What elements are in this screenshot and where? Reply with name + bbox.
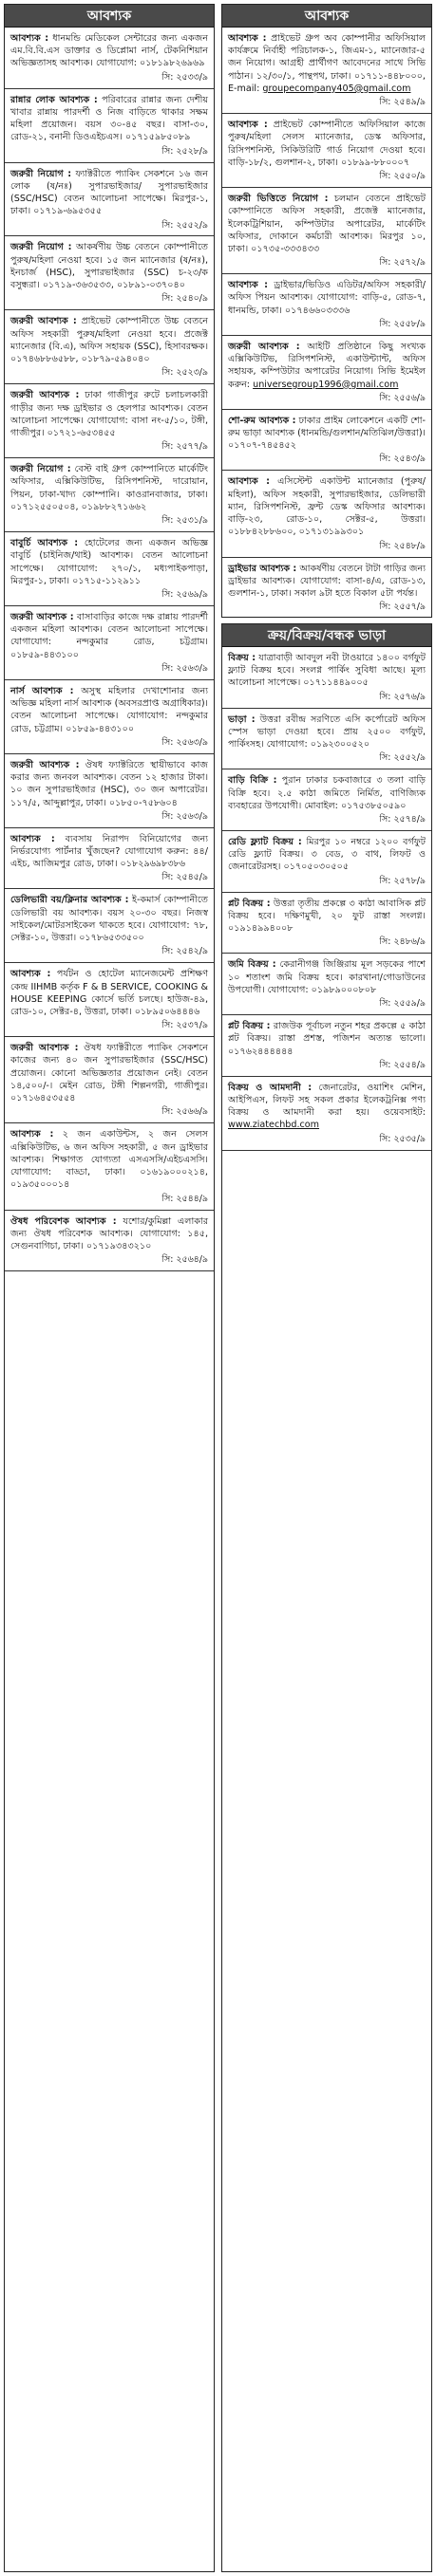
ad-code: সি: ২৫৫২/৯ <box>161 219 208 231</box>
ad-lead: জরুরী নিয়োগ : <box>10 242 72 253</box>
ad-lead: ঔষধ পরিবেশক আবশ্যক : <box>10 1215 117 1227</box>
ad-lead: জরুরী নিয়োগ : <box>10 464 71 475</box>
ad-text: হোটেলের জন্য একজন অভিজ্ঞ বাবুর্চি (চাইনিজ/থাই) আবশ্যক। বেতন আলোচনা সাপেক্ষে। যোগাযোগ: ২৭০/১, মধ্যপাইকপাড়া, মিরপুর-১, ঢাকা। ০১৭১৫-১১২৯১১ <box>10 538 208 586</box>
ad-lead: জরুরী আবশ্যক : <box>228 341 300 352</box>
ad-code: সি: ২৫৭২/৯ <box>379 257 426 269</box>
ad-text: যশোর/কুমিল্লা এলাকার জন্য ঔষধ পরিবেশক আবশ্যক। যোগাযোগ: ১৪৫, সেগুনবাগিচা, ঢাকা। ০১৭১৯৩৪৩২১০ <box>10 1215 208 1251</box>
ad-text: উত্তরা তৃতীয় প্রকল্পে ৩ কাঠা আবাসিক প্লট বিক্রয় হবে। দক্ষিণমুখী, ২০ ফুট রাস্তা সংলগ্ন। ০১৯১৪৯৯৪০০৮ <box>228 898 426 935</box>
ad-list <box>5 28 214 1271</box>
classified-ad <box>5 1123 214 1210</box>
classified-ad <box>5 236 214 310</box>
ad-lead: প্লট বিক্রয় : <box>228 1021 271 1032</box>
ad-lead: জরুরী আবশ্যক : <box>10 759 80 770</box>
ad-code: সি: ২৫৪২/৯ <box>161 946 208 957</box>
classified-ad <box>5 963 214 1037</box>
classified-ad <box>222 336 431 410</box>
ad-lead: নার্স আবশ্যক : <box>10 685 74 696</box>
ad-code: সি: ২৫৪৯/৯ <box>379 97 426 108</box>
ad-code: সি: ২৫৬৩/৯ <box>161 662 208 674</box>
ad-text: প্রাইভেট কোম্পানীতে অফিসিয়াল কাজে পুরুষ/মহিলা সেলস ম্যানেজার, ডেস্ক অফিসার, রিসিপশনিস্ট, সিকিউরিটি গার্ড নিয়োগ দেওয়া হবে। বাড়ি-১৮/২, গুলশান-২, ঢাকা। ০১৮৯৯-৮৮০০০৭ <box>228 120 426 168</box>
ad-lead: জরুরী আবশ্যক : <box>10 1043 79 1054</box>
section-heading: ক্রয়/বিক্রয়/বন্ধক ভাড়া <box>222 624 431 647</box>
ad-code: সি: ২৫৩১/৯ <box>161 515 208 527</box>
classified-ad <box>222 769 431 831</box>
classified-ad <box>5 532 214 606</box>
ad-code: সি: ২৫৩৩/৯ <box>161 71 208 83</box>
ad-text: ঢাকা গাজীপুর রুটে চলাচলকারী গাড়ীর জন্য দক্ষ ড্রাইভার ও হেলপার আবশ্যক। বেতন আলোচনা সাপেক্ষে। যোগাযোগ: বাসা নং-৫/১০, টঙ্গী, গাজীপুর। ০১৭২১-৬৫৩৪৫৫ <box>10 390 208 438</box>
ad-lead: প্লট বিক্রয় : <box>228 898 271 909</box>
classified-ad <box>5 828 214 890</box>
ad-text: ২ জন একাউন্টস, ২ জন সেলস এক্সিকিউটিভ, ৬ জন অফিস সহকারী, ৫ জন ড্রাইভার আবশ্যক। শিক্ষাগত যোগ্যতা এসএসসি/এইচএসসি। যোগাযোগ: বাড্ডা, ঢাকা। ০১৬১৯০০০২১৪, ০১৯৩৫০০০১৪ <box>10 1129 208 1191</box>
classified-ad <box>5 458 214 532</box>
ad-code: সি: ২৫৩৭/৯ <box>161 1020 208 1031</box>
ad-text: আকর্ষণীয় বেতনে টাটা গাড়ির জন্য ড্রাইভার আবশ্যক। যোগাযোগ: বাসা-৪/এ, রোড-১৩, গুলশান-১, ঢাকা। সকাল ৯টা হতে বিকাল ৫টা পর্যন্ত। <box>228 563 426 600</box>
ad-lead: আবশ্যক : <box>228 280 269 291</box>
ad-code: সি: ২৫৪৩/৯ <box>379 454 426 465</box>
classified-ad <box>222 1015 431 1077</box>
classified-ad <box>5 384 214 458</box>
ad-lead: বিক্রয় ও আমদানী : <box>228 1082 313 1093</box>
classified-ad <box>5 889 214 963</box>
ad-text: পুরান ঢাকার চকবাজারে ৩ তলা বাড়ি বিক্রি হবে। ২.৫ কাঠা জমিতে নির্মিত, বাণিজ্যিক ব্যবহারের উপযোগী। মোবাইল: ০১৭৫৩৮৫০৫৯০ <box>228 775 426 811</box>
ad-lead: আবশ্যক : <box>10 969 51 980</box>
right-column <box>221 4 432 618</box>
classified-ad <box>222 954 431 1015</box>
ad-text: কেরানীগঞ্জ জিঞ্জিরায় মূল সড়কের পাশে ১০ শতাংশ জমি বিক্রয় হবে। কারখানা/গোডাউনের উপযোগী। যোগাযোগ: ০১৯৮৯০০০৮০৮ <box>228 959 426 995</box>
ad-code: সি: ২৫৭৪/৯ <box>379 814 426 825</box>
ad-code: সি: ২৫৫০/৯ <box>379 171 426 182</box>
ad-text: ই-কমার্স কোম্পানীতে ডেলিভারী বয় আবশ্যক। বয়স ২০-৩০ বছর। নিজস্ব সাইকেল/মোটরসাইকেল থাকতে হবে। যোগাযোগ: ৭৮, সেক্টর-১০, উত্তরা। ০১৭৮৬৫৩৩৫০০ <box>10 895 208 944</box>
ad-text: ব্যবসায় নিরাপদ বিনিয়োগের জন্য নির্ভরযোগ্য পার্টনার খুঁজছেন? যোগাযোগ করুন: ৪৪/এইচ, আজিমপুর রোড, ঢাকা। ০১৮২৯৬৯৮৩৮৬ <box>10 833 208 870</box>
classified-ad <box>222 709 431 770</box>
property-column <box>221 623 432 2572</box>
ad-lead: রেডি ফ্ল্যাট বিক্রয় : <box>228 837 302 848</box>
ad-code: সি: ২৫২৮/৯ <box>161 145 208 157</box>
classified-ad <box>222 647 431 709</box>
ad-code: সি: ২৫৪৫/৯ <box>161 872 208 883</box>
ad-list <box>222 28 431 618</box>
ad-lead: আবশ্যক : <box>10 33 49 44</box>
ad-code: সি: ২৫২৩/৯ <box>161 367 208 379</box>
ad-code: সি: ২৫৭৭/৯ <box>161 441 208 453</box>
ad-lead: ভাড়া : <box>228 713 256 725</box>
ad-code: সি: ২৫৫৭/৯ <box>379 602 426 613</box>
classified-ad <box>222 471 431 557</box>
ad-code: সি: ২৪৮৬/৯ <box>379 936 426 948</box>
classified-ad <box>222 893 431 954</box>
classified-ad <box>5 680 214 754</box>
classified-ad <box>222 114 431 188</box>
ad-lead: শো-রুম আবশ্যক : <box>228 415 296 426</box>
classified-ad <box>5 163 214 237</box>
classified-ad <box>5 89 214 163</box>
ad-text: পরিবারের রান্নার জন্য দেশীয় খাবার রান্নায় পারদর্শী ও নিজ বাড়িতে থাকার সক্ষম মহিলা প্রয়োজন। বয়স ৩০-৪৫ বছর। বাসা-৩০, রোড-২১, বনানী ডিওএইচএস। ০১৭১৫৯৮৫০৮৯ <box>10 94 208 143</box>
classified-ad <box>222 1077 431 1151</box>
ad-email[interactable]: www.ziatechbd.com <box>228 1120 320 1131</box>
ad-lead: আবশ্যক : <box>10 833 55 844</box>
ad-text: আকর্ষণীয় উচ্চ বেতনে কোম্পানীতে পুরুষ/মহিলা নেওয়া হবে। ১৫ জন ম্যানেজার (ষ/নঃ), ইনচার্জ (HSC), সুপারভাইজার (SSC) চ-২৩/ক বসুন্ধরা। ০১৭১৯-৩৬৩৫৩৩, ০১৮৯১-০৩৭০৪০ <box>10 242 208 291</box>
ad-text: বেস্ট বাই গ্রুপ কোম্পানিতে মার্কেটিং অফিসার, এক্সিকিউটিভ, রিসিপশনিস্ট, দারোয়ান, পিয়ন, ঢাকা-খাদ্য কোম্পানি। কাওরানবাজার, ঢাকা। ০১৭১২৫৫০৫০৪, ০১৯৮৮২৭১৬৬২ <box>10 464 208 512</box>
ad-text: ঢাকার প্রাইম লোকেশনে একটি শো-রুম ভাড়া আবশ্যক (ধানমন্ডি/গুলশান/মতিঝিল/উত্তরা)। ০১৭০৭-৭৪৫৪৫২ <box>228 415 426 452</box>
classified-ad <box>222 274 431 336</box>
ad-code: সি: ২৫৫৯/৯ <box>379 998 426 1010</box>
ad-code: সি: ২৫৬৩/৯ <box>161 736 208 748</box>
ad-lead: জরুরী আবশ্যক : <box>10 612 74 623</box>
classified-ad <box>222 28 431 114</box>
ad-text: রাজউক পূর্বাচল নতুন শহর প্রকল্পে ৫ কাঠা প্লট বিক্রয়। রাস্তা প্রশস্ত, পজিশন অত্যন্ত ভালো। ০১৭৬২৪৪৪৪৪৪ <box>228 1021 426 1057</box>
ad-lead: আবশ্যক : <box>228 476 270 488</box>
ad-code: সি: ২৫৪০/৯ <box>161 293 208 305</box>
ad-code: সি: ২৫৪৮/৯ <box>379 540 426 551</box>
classified-ad <box>5 1037 214 1123</box>
ad-code: সি: ২৫৭৮/৯ <box>379 875 426 886</box>
ad-text: পর্যটন ও হোটেল ম্যানেজমেন্ট প্রশিক্ষণ কেন্দ্র IIHMB কর্তৃক F & B SERVICE, COOKING & HOUSE KEEPING কোর্সে ভর্তি চলছে। হাউজ-৪৯, রোড-১০, সেক্টর-৪, উত্তরা, ঢাকা। ০১৮৯৫০৬৪৪৪৬ <box>10 969 208 1018</box>
ad-text: জেনারেটর, ওয়াশিং মেশিন, আইপিএস, লিফট সহ সকল প্রকার ইলেকট্রনিক্স পণ্য বিক্রয় ও আমদানী করা হয়। ওয়েবসাইট: <box>228 1082 426 1119</box>
ad-text: ঔষধ ফ্যাক্টরীতে প্যাকিং সেকশনে কাজের জন্য ৪০ জন সুপারভাইজার (SSC/HSC) প্রয়োজন। কোনো অভিজ্ঞতার প্রয়োজন নেই। বেতন ১৪,৫০০/-। মেইন রোড, টঙ্গী শিল্পনগরী, গাজীপুর। ০১৭১৬৪৫৩৫৫৪ <box>10 1043 208 1104</box>
ad-text: বাসাবাড়ির কাজে দক্ষ রান্নায় পারদর্শী একজন মহিলা আবশ্যক। বেতন আলোচনা সাপেক্ষে। যোগাযোগ: নন্দকুমার রোড, চট্টগ্রাম। ০১৮৫৯-৪৪৩১০০ <box>10 612 208 660</box>
classified-ad <box>5 28 214 89</box>
ad-email[interactable]: universegroup1996@gmail.com <box>253 379 399 390</box>
ad-email[interactable]: groupecompany405@gmail.com <box>262 83 411 94</box>
ad-text: ফ্যাক্টরীতে প্যাকিং সেকশনে ১৬ জন লোক (ষ/নঃ) সুপারভাইজার/ সুপারভাইজার (SSC/HSC) বেতন আলোচনা সাপেক্ষে। মিরপুর-১, ঢাকা। ০১৭১৯-৬৯৫৩৫৫ <box>10 168 208 217</box>
classified-ad <box>5 606 214 680</box>
ad-lead: ড্রাইভার আবশ্যক : <box>228 563 297 574</box>
ad-lead: জরুরী আবশ্যক : <box>10 316 77 327</box>
ad-code: সি: ২৫৭৬/৯ <box>379 691 426 702</box>
ad-code: সি: ২৫৫৮/৯ <box>379 318 426 329</box>
ad-text: চলমান বেতনে প্রাইভেট কোম্পানিতে অফিস সহকারী, প্রজেক্ট ম্যানেজার, ইলেকট্রিশিয়ান, কম্পিউটার অপারেটর, মার্কেটিং অফিসার, দোকানে কর্মচারী আবশ্যক। মিরপুর ১০, ঢাকা। ০১৭৩৫-৩৩৩৪৩৩ <box>228 194 426 254</box>
ad-lead: রান্নার লোক আবশ্যক : <box>10 94 98 105</box>
ad-text: প্রাইভেট গ্রুপ অব কোম্পানীর অফিসিয়াল কার্যক্রমে নির্বাহী পরিচালক-১, জিএম-১, ম্যানেজার-৫ জন নিয়োগ। আগ্রহী প্রার্থীগণ আবেদনের সাথে সিভি পাঠান। ১২/৩০/১, পান্থপথ, ঢাকা। ০১৭১১-৪৪৮০০০, E-mail: <box>228 33 426 94</box>
ad-code: সি: ২৫৬৪/৯ <box>161 1254 208 1266</box>
ad-lead: আবশ্যক : <box>228 33 267 44</box>
ad-lead: ডেলিভারী বয়/ক্লিনার আবশ্যক : <box>10 895 129 906</box>
ad-lead: আবশ্যক : <box>228 120 268 131</box>
ad-text: উত্তরা রবীন্দ্র সরণিতে এসি কর্পোরেট অফিস স্পেস ভাড়া দেওয়া হবে। প্রায় ২৫০০ বর্গফুট, পার্কিংসহ। যোগাযোগ: ০১৯২৩০০৫২০ <box>228 713 426 751</box>
ad-code: সি: ২৫৫৬/৯ <box>379 392 426 403</box>
section-heading: আবশ্যক <box>5 5 214 28</box>
ad-code: সি: ২৫৩৫/৯ <box>379 1133 426 1144</box>
ad-lead: জরুরী আবশ্যক : <box>10 390 80 401</box>
ad-lead: আবশ্যক : <box>10 1129 54 1140</box>
ad-text: এসিস্টেন্ট একাউন্ট ম্যানেজার (পুরুষ/মহিলা), অফিস সহকারী, সুপারভাইজার, ডেলিভারী ম্যান, রিসিপশনিস্ট, ফ্রন্ট ডেস্ক অফিসার আবশ্যক। বাড়ি-২৩, রোড-১০, সেক্টর-৫, উত্তরা। ০১৮৮৪২৮৮৬০০, ০১৭১৩১৯৯৩০১ <box>228 476 426 538</box>
ad-code: সি: ২৫৬৬/৯ <box>161 1106 208 1118</box>
ad-lead: বিক্রয় : <box>228 653 256 663</box>
classified-ad <box>5 1211 214 1272</box>
classified-ad <box>222 831 431 893</box>
ad-text: ঔষধ ফ্যাক্টরিতে স্থায়ীভাবে কাজ করার জন্য জনবল আবশ্যক। বেতন ১২ হাজার টাকা। ১০ জন সুপারভাইজার (HSC), ৩০ জন অপারেটর। ১১৭/৫, আব্দুল্লাপুর, ঢাকা। ০১৮৫০-৭৫৮৬০৪ <box>10 759 208 808</box>
classified-ad <box>222 188 431 274</box>
ad-code: সি: ২৫৫৪/৯ <box>379 1059 426 1070</box>
ad-lead: বাবুর্চি আবশ্যক : <box>10 538 79 549</box>
ad-text: ড্রাইভার/ভিডিও এডিটর/অফিস সহকারী/অফিস পিয়ন আবশ্যক। যোগাযোগ: বাড়ি-৫, রোড-৭, ধানমন্ডি, ঢাকা। ০১৭৪৬৬০৩৩৩৬ <box>228 280 426 316</box>
ad-code: সি: ২৫৫২/৯ <box>379 752 426 764</box>
ad-text: আইটি প্রতিষ্ঠানে কিছু সংখ্যক এক্সিকিউটিভ, রিসিপশনিস্ট, একাউন্ট্যান্ট, অফিস সহায়ক, কম্পিউটার অপারেটর নিয়োগ। সিভি ইমেইল করুন: <box>228 341 426 390</box>
section-heading: আবশ্যক <box>222 5 431 28</box>
classified-ad <box>5 310 214 384</box>
ad-lead: জরুরী নিয়োগ : <box>10 168 72 179</box>
ad-code: সি: ২৫৬৩/৯ <box>161 810 208 822</box>
ad-lead: জরুরী ভিত্তিতে নিয়োগ : <box>228 194 329 205</box>
left-column <box>4 4 215 2572</box>
ad-text: প্রাইভেট কোম্পানীতে উচ্চ বেতনে অফিস সহকারী পুরুষ/মহিলা নেওয়া হবে। প্রজেক্ট ম্যানেজার (বি.এ), অফিস সহায়ক (SSC), হিসাবরক্ষক। ০১৭৪৬৮৮৬৫৮৮, ০১৮৭৯-৫৯৪০৪০ <box>10 316 208 365</box>
ad-text: অসুস্থ মহিলার দেখাশোনার জন্য অভিজ্ঞ মহিলা নার্স আবশ্যক (অবসরপ্রাপ্ত অগ্রাধিকার)। বেতন আলোচনা সাপেক্ষে। যোগাযোগ: নন্দকুমার রোড, চট্টগ্রাম। ০১৮৫৯-৪৪৩১০০ <box>10 685 208 734</box>
ad-lead: জমি বিক্রয় : <box>228 959 276 971</box>
classified-ad <box>5 754 214 828</box>
classified-ad <box>222 410 431 472</box>
ad-text: যাত্রাবাড়ী আবদুল নবী টাওয়ারে ১৪০০ বর্গফুট ফ্ল্যাট বিক্রয় হবে। সংলগ্ন পার্কিং সুবিধা আছে। মূল্য আলোচনা সাপেক্ষে। ০১৭১১৪৪৯০০৫ <box>228 653 426 689</box>
classified-ad <box>222 558 431 618</box>
ad-text: ধানমন্ডি মেডিকেল সেন্টারের জন্য একজন এম.বি.বি.এস ডাক্তার ও ডিপ্লোমা নার্স, টেকনিশিয়ান অভিজ্ঞতাসহ আবশ্যক। যোগাযোগ: ০১৮১৯৮২৬৯৬৯ <box>10 33 208 69</box>
ad-text: মিরপুর ১০ নম্বরে ১২০০ বর্গফুট রেডি ফ্ল্যাট বিক্রয়। ৩ বেড, ৩ বাথ, লিফট ও জেনারেটরসহ। ০১৭০৫০৩০৫০৫ <box>228 837 426 873</box>
ad-code: সি: ২৫৪৪/৯ <box>161 1193 208 1204</box>
ad-list <box>222 647 431 1151</box>
ad-lead: বাড়ি বিক্রি : <box>228 775 277 787</box>
ad-code: সি: ২৫৬৯/৯ <box>161 589 208 601</box>
